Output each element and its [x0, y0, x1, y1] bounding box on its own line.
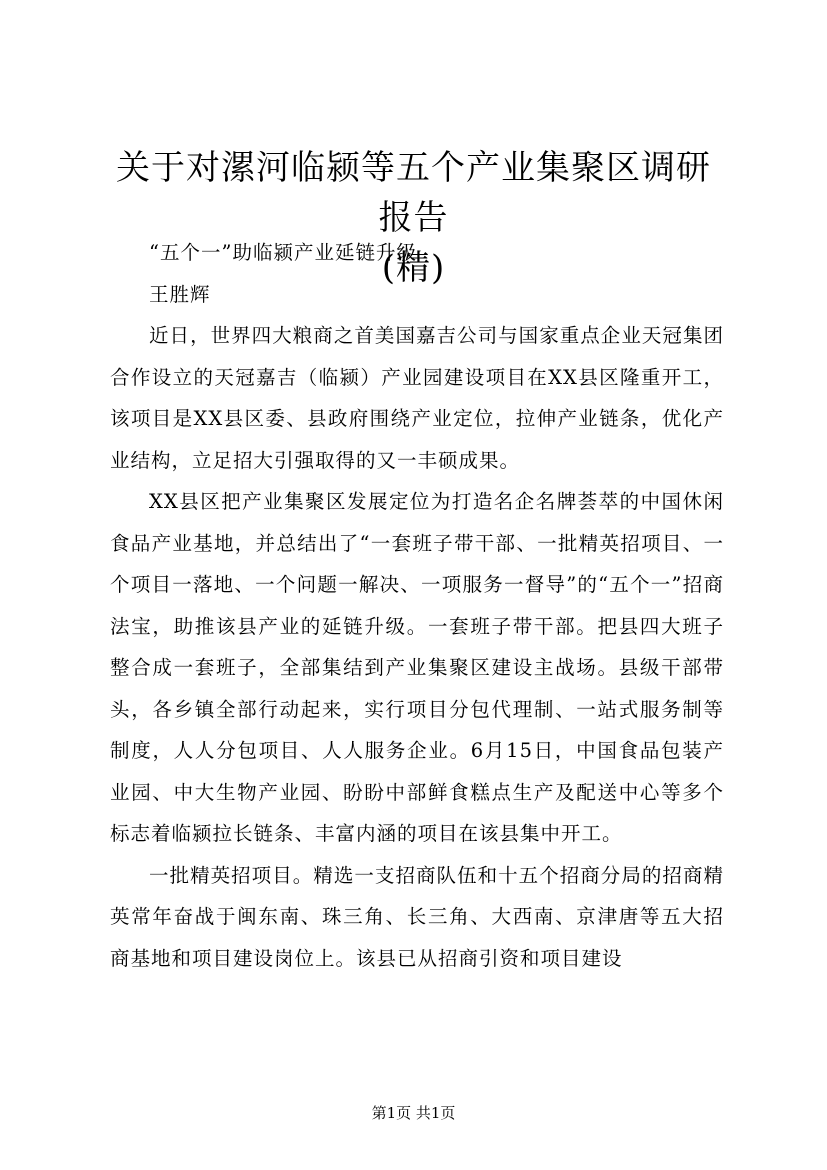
document-body: [110, 232, 724, 979]
page-footer: 第1页 共1页: [371, 1104, 456, 1122]
paragraph: 一批精英招项目。精选一支招商队伍和十五个招商分局的招商精英常年奋战于闽东南、珠三角、长三角、大西南、京津唐等五大招商基地和项目建设岗位上。该县已从招商引资和项目建设: [110, 863, 724, 970]
author: 王胜辉: [149, 282, 211, 306]
title-line-1: 关于对漯河临颍等五个产业集聚区调研报告: [116, 148, 711, 238]
subtitle: “五个一”助临颍产业延链升级: [149, 241, 417, 264]
paragraph: 近日，世界四大粮商之首美国嘉吉公司与国家重点企业天冠集团合作设立的天冠嘉吉（临颍）产业园建设项目在XX县区隆重开工，该项目是XX县区委、县政府围绕产业定位，拉伸产业链条，优化产业结构，立足招大引强取得的又一丰硕成果。: [110, 324, 724, 472]
paragraph: XX县区把产业集聚区发展定位为打造名企名牌荟萃的中国休闲食品产业基地，并总结出了“一套班子带干部、一批精英招项目、一个项目一落地、一个问题一解决、一项服务一督导”的“五个一”招商法宝，助推该县产业的延链升级。一套班子带干部。把县四大班子整合成一套班子，全部集结到产业集聚区建设主战场。县级干部带头，各乡镇全部行动起来，实行项目分包代理制、一站式服务制等制度，人人分包项目、人人服务企业。6月15日，中国食品包装产业园、中大生物产业园、盼盼中部鲜食糕点生产及配送中心等多个标志着临颍拉长链条、丰富内涵的项目在该县集中开工。: [110, 490, 724, 845]
title-line-2: (精): [381, 248, 446, 288]
